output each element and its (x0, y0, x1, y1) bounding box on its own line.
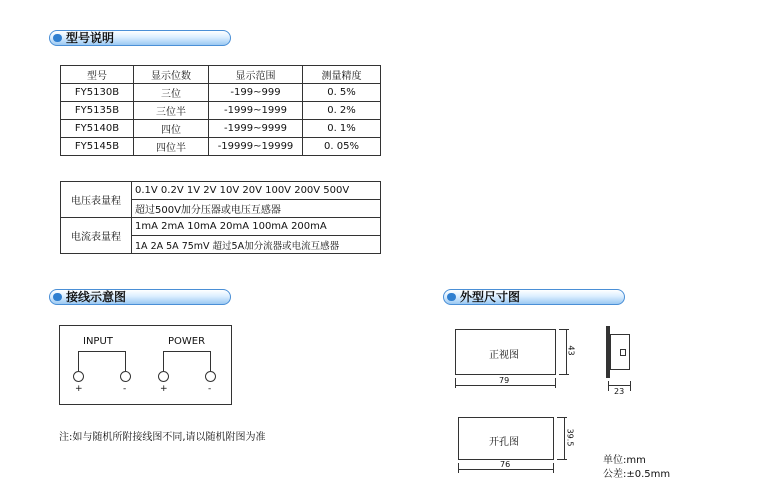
input-lead (125, 351, 126, 371)
model-table (60, 65, 381, 156)
terminal-icon (158, 371, 169, 382)
cell: FY5135B (61, 102, 134, 120)
dim-tick (553, 463, 554, 473)
front-width-dim: 79 (499, 376, 510, 385)
input-bracket (78, 351, 126, 352)
wiring-note: 注:如与随机所附接线图不同,请以随机附图为准 (59, 432, 266, 443)
voltage-range-note: 超过500V加分压器或电压互感器 (132, 200, 381, 218)
section-title-dimensions: 外型尺寸图 (460, 290, 521, 304)
section-title-wiring: 接线示意图 (66, 290, 127, 304)
dim-tick (608, 381, 609, 391)
cell: -19999~19999 (209, 138, 303, 156)
cell: -1999~9999 (209, 120, 303, 138)
section-header-wiring (49, 289, 231, 305)
power-label: POWER (168, 336, 206, 347)
cutout-height-dim: 39.5 (565, 428, 575, 447)
table-row (61, 138, 381, 156)
power-lead (163, 351, 164, 371)
current-range-label: 电流表量程 (61, 218, 132, 254)
dim-tick (555, 378, 556, 388)
cell: -1999~1999 (209, 102, 303, 120)
cell: 三位半 (134, 102, 209, 120)
side-depth-dim: 23 (614, 387, 625, 396)
col-header: 显示范围 (209, 66, 303, 84)
current-range-note: 1A 2A 5A 75mV 超过5A加分流器或电流互感器 (132, 236, 381, 254)
plus-sign: + (75, 384, 83, 394)
voltage-range-values: 0.1V 0.2V 1V 2V 10V 20V 100V 200V 500V (132, 182, 381, 200)
col-header: 型号 (61, 66, 134, 84)
cutout-width-dim: 76 (500, 460, 511, 469)
front-view-label: 正视图 (489, 350, 519, 361)
cell: FY5140B (61, 120, 134, 138)
cutout-view (458, 417, 554, 460)
dim-line (459, 469, 553, 470)
minus-sign: - (123, 384, 127, 394)
model-table-header (61, 66, 381, 84)
terminal-icon (120, 371, 131, 382)
tolerance-note: 公差:±0.5mm (603, 469, 671, 480)
col-header: 测量精度 (303, 66, 381, 84)
power-bracket (163, 351, 211, 352)
plus-sign: + (160, 384, 168, 394)
cutout-view-label: 开孔图 (489, 437, 519, 448)
cell: 四位 (134, 120, 209, 138)
dim-tick (630, 381, 631, 391)
cell: 0. 2% (303, 102, 381, 120)
voltage-range-label: 电压表量程 (61, 182, 132, 218)
wiring-diagram (59, 325, 232, 405)
header-bullet-icon (53, 293, 62, 301)
side-view-body (610, 334, 630, 370)
dim-tick (557, 417, 567, 418)
cell: FY5130B (61, 84, 134, 102)
cell: 0. 5% (303, 84, 381, 102)
power-lead (210, 351, 211, 371)
range-table (60, 181, 381, 254)
dim-tick (557, 459, 567, 460)
cell: 四位半 (134, 138, 209, 156)
section-header-model (49, 30, 231, 46)
header-bullet-icon (53, 34, 62, 42)
cell: FY5145B (61, 138, 134, 156)
terminal-icon (73, 371, 84, 382)
cell: -199~999 (209, 84, 303, 102)
dim-line (609, 385, 630, 386)
side-view-connector (620, 349, 626, 356)
front-height-dim: 43 (566, 345, 576, 356)
input-label: INPUT (83, 336, 113, 347)
dim-tick (455, 378, 456, 388)
table-row (61, 102, 381, 120)
header-bullet-icon (447, 293, 456, 301)
dim-tick (458, 463, 459, 473)
current-range-values: 1mA 2mA 10mA 20mA 100mA 200mA (132, 218, 381, 236)
section-header-dimensions (443, 289, 625, 305)
dim-line (456, 385, 555, 386)
cell: 0. 05% (303, 138, 381, 156)
front-view (455, 329, 556, 375)
table-row (61, 84, 381, 102)
cell: 0. 1% (303, 120, 381, 138)
minus-sign: - (208, 384, 212, 394)
section-title-model: 型号说明 (66, 31, 115, 45)
dim-tick (559, 374, 569, 375)
table-row (61, 182, 381, 200)
table-row (61, 218, 381, 236)
unit-note: 单位:mm (603, 455, 646, 466)
table-row (61, 120, 381, 138)
col-header: 显示位数 (134, 66, 209, 84)
input-lead (78, 351, 79, 371)
dim-tick (559, 329, 569, 330)
terminal-icon (205, 371, 216, 382)
cell: 三位 (134, 84, 209, 102)
